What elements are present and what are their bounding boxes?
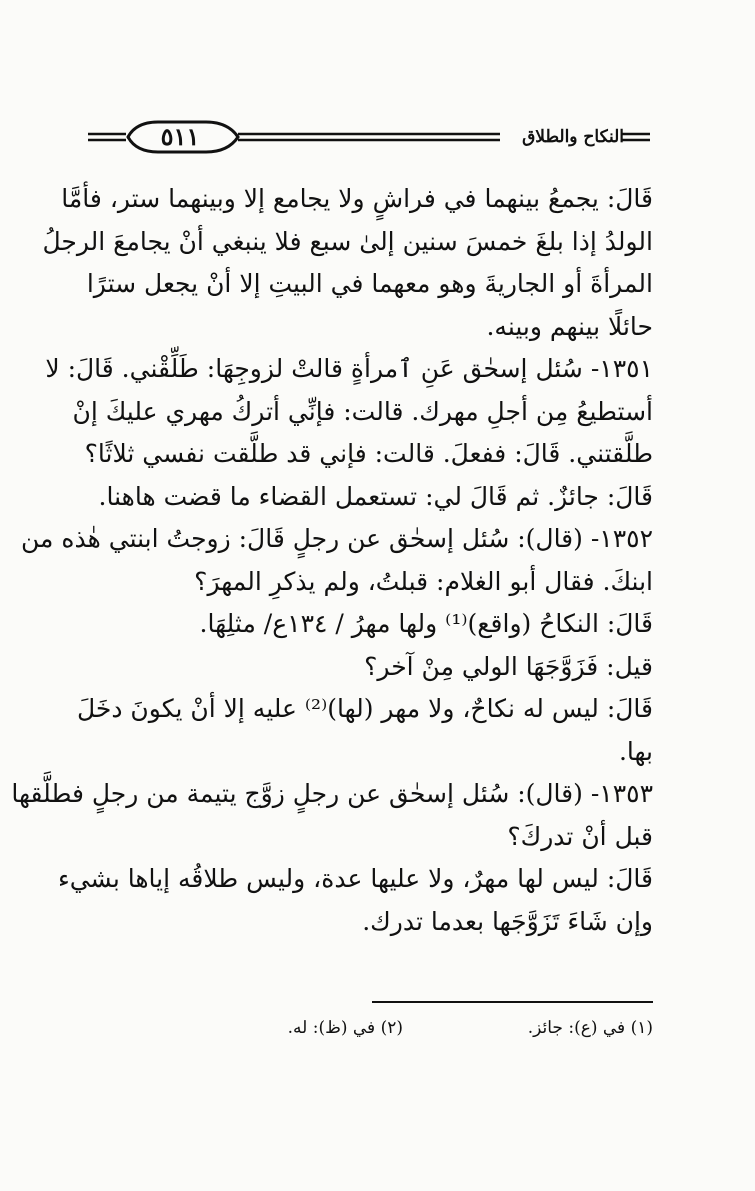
text-line: ابنكَ. فقال أبو الغلام: قبلتُ، ولم يذكرِ المهرَ؟ <box>194 566 653 596</box>
text-line: حائلًا بينهم وبينه. <box>486 311 653 341</box>
text-line: قَالَ: ليس لها مهرٌ، ولا عليها عدة، وليس طلاقُه إياها بشيء <box>57 864 653 893</box>
page-header <box>88 118 650 158</box>
chapter-title: النكاح والطلاق <box>522 127 624 147</box>
text-line: قَالَ: جائزٌ. ثم قَالَ لي: تستعمل القضاء ما قضت هاهنا. <box>98 481 653 511</box>
text-line: بها. <box>618 736 653 766</box>
text-line: أستطيعُ مِن أجلِ مهرك. قالت: فإنِّي أتركُ مهري عليكَ إنْ <box>72 396 653 426</box>
text-line: قَالَ: يجمعُ بينهما في فراشٍ ولا يجامع إلا وبينهما ستر، فأمَّا <box>61 184 653 213</box>
text-line: قَالَ: ليس له نكاحٌ، ولا مهر (لها)⁽²⁾ عليه إلا أنْ يكونَ دخَلَ <box>76 694 653 723</box>
page-number: ٥١١ <box>160 122 200 151</box>
footnote-2: (٢) في (ظ): له. <box>287 1018 403 1038</box>
text-line: قبل أنْ تدركَ؟ <box>507 821 653 851</box>
text-line: ١٣٥٣- (قال): سُئل إسحٰق عن رجلٍ زوَّج يتيمة من رجلٍ فطلَّقها <box>11 779 653 808</box>
footnotes <box>88 1013 653 1043</box>
text-line: ١٣٥١- سُئل إسحٰق عَنِ ٱمرأةٍ قالتْ لزوجِهَا: طَلِّقْني. قَالَ: لا <box>45 354 653 383</box>
text-line: ١٣٥٢- (قال): سُئل إسحٰق عن رجلٍ قَالَ: زوجتُ ابنتي هٰذه من <box>21 524 653 553</box>
text-line: المرأةَ أو الجاريةَ وهو معهما في البيتِ إلا أنْ يجعل سترًا <box>86 269 653 298</box>
text-line: قَالَ: النكاحُ (واقع)⁽¹⁾ ولها مهرُ / ١٣٤ع/ مثلِهَا. <box>199 609 653 638</box>
text-line: قيل: فَزَوَّجَهَا الولي مِنْ آخر؟ <box>364 651 653 681</box>
text-line: الولدُ إذا بلغَ خمسَ سنين إلىٰ سبع فلا ينبغي أنْ يجامعَ الرجلُ <box>42 226 653 256</box>
text-line: وإن شَاءَ تَزَوَّجَها بعدما تدرك. <box>362 906 653 936</box>
footnote-divider <box>372 1001 653 1003</box>
main-text <box>11 178 653 943</box>
text-line: طلَّقتني. قَالَ: ففعلَ. قالت: فإني قد طلَّقت نفسي ثلاثًا؟ <box>84 439 653 468</box>
footnote-1: (١) في (ع): جائز. <box>527 1018 653 1038</box>
